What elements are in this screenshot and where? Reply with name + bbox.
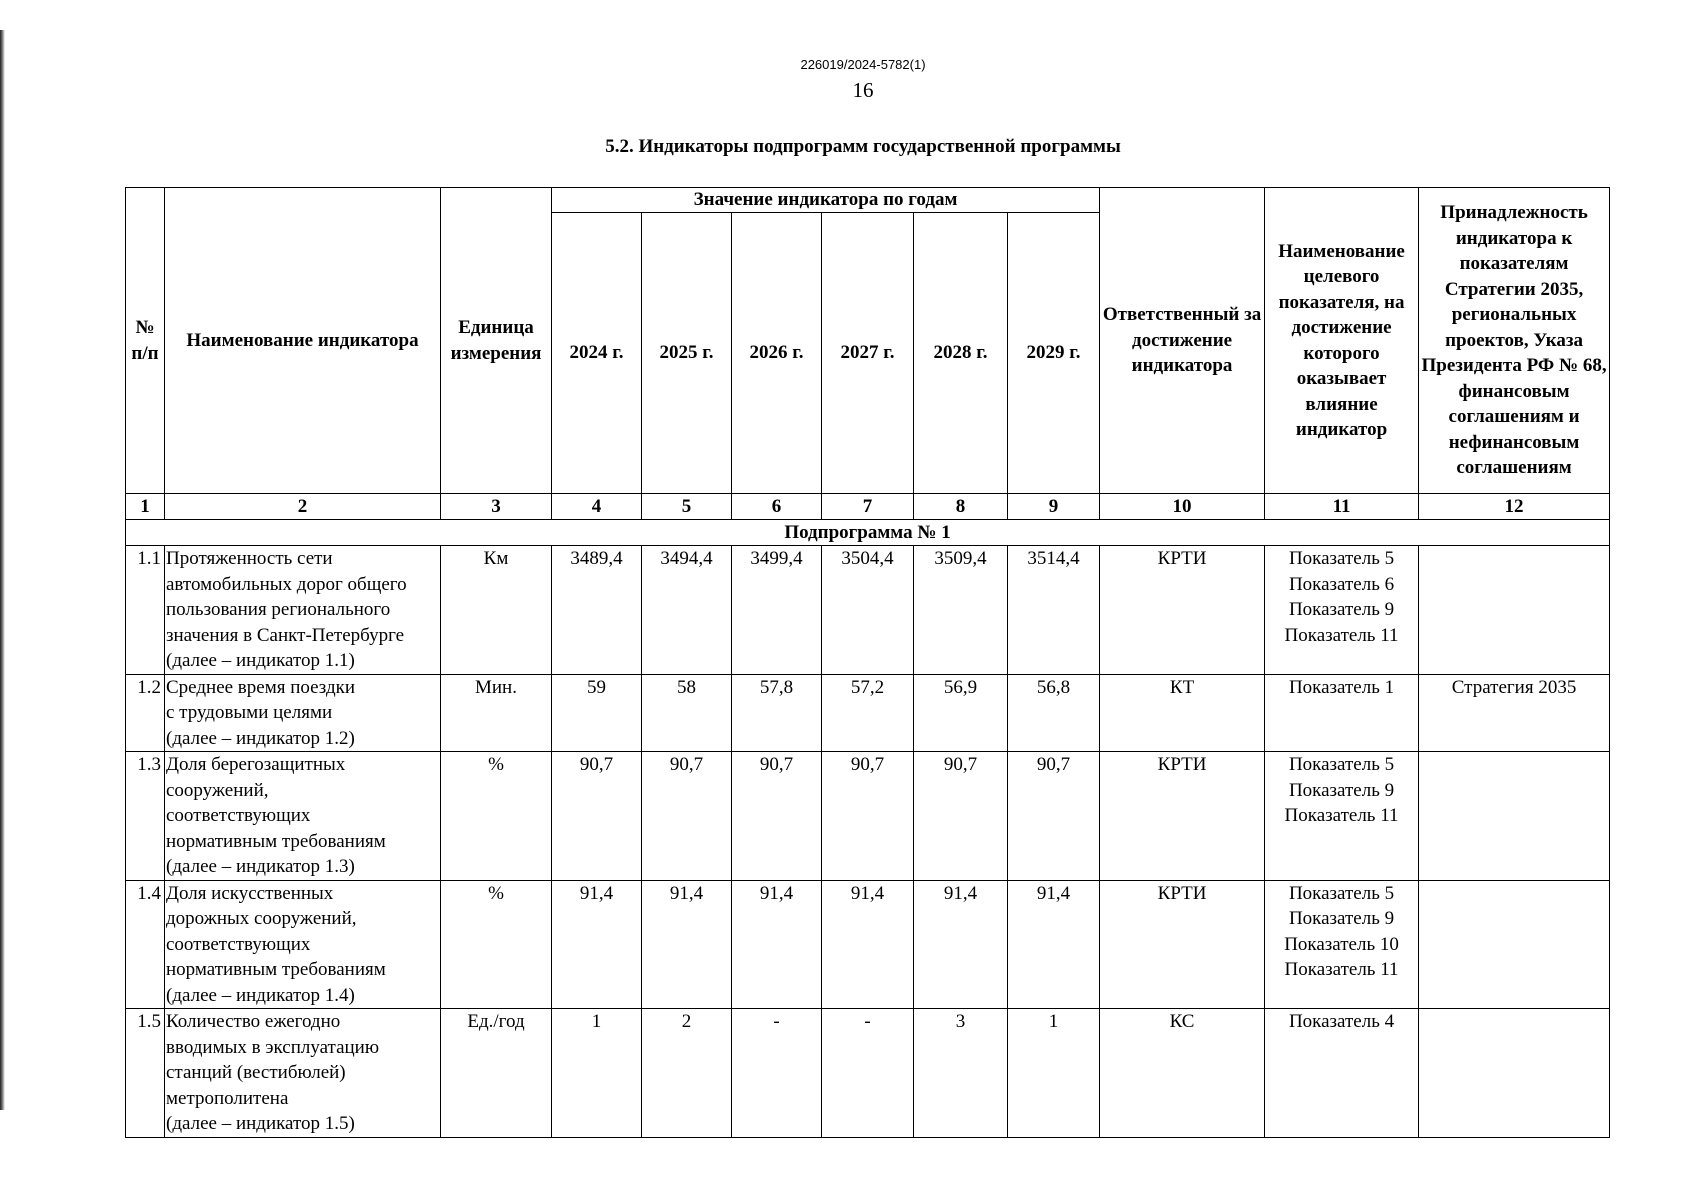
header-year: 2024 г.: [552, 213, 642, 494]
indicator-name-line: метрополитена: [166, 1087, 289, 1109]
belonging-cell: [1419, 546, 1610, 675]
responsible-cell: КС: [1100, 1009, 1265, 1138]
indicator-name-line: (далее – индикатор 1.5): [166, 1113, 355, 1134]
unit-cell: %: [441, 752, 552, 881]
unit-cell: Км: [441, 546, 552, 675]
target-indicators: [1265, 1009, 1419, 1138]
indicator-name-line: нормативным требованиям: [166, 959, 386, 980]
header-unit: Единица измерения: [441, 188, 552, 494]
indicator-name-line: вводимых в эксплуатацию: [166, 1036, 380, 1058]
belonging-cell: [1419, 752, 1610, 881]
year-value: 2: [642, 1009, 732, 1138]
year-value: 90,7: [914, 752, 1008, 881]
year-value: 3494,4: [642, 546, 732, 675]
header-year: 2027 г.: [822, 213, 914, 494]
header-year: 2025 г.: [642, 213, 732, 494]
responsible-cell: КРТИ: [1100, 546, 1265, 675]
row-number: 1.5: [126, 1009, 165, 1138]
indicator-name-line: соответствующих: [166, 933, 311, 955]
subprogram-row: [126, 520, 1610, 546]
year-value: -: [822, 1009, 914, 1138]
target-indicators: [1265, 546, 1419, 675]
indicator-name: [165, 880, 441, 1009]
indicator-name: [165, 1009, 441, 1138]
year-value: 91,4: [552, 880, 642, 1009]
column-number: 3: [441, 494, 552, 520]
header-name: Наименование индикатора: [165, 188, 441, 494]
target-indicator-line: Показатель 1: [1288, 676, 1395, 698]
year-value: 91,4: [642, 880, 732, 1009]
year-value: 90,7: [552, 752, 642, 881]
header-year: 2028 г.: [914, 213, 1008, 494]
row-number: 1.2: [126, 674, 165, 752]
subprogram-title: Подпрограмма № 1: [126, 520, 1610, 546]
column-number: 5: [642, 494, 732, 520]
year-value: 90,7: [822, 752, 914, 881]
indicator-name-line: Доля берегозащитных: [166, 754, 346, 775]
indicator-name-line: Доля искусственных: [166, 882, 334, 904]
target-indicator-line: Показатель 5: [1288, 548, 1395, 569]
responsible-cell: КРТИ: [1100, 880, 1265, 1009]
target-indicators: [1265, 752, 1419, 881]
year-value: 59: [552, 674, 642, 752]
table-row: [126, 546, 1610, 675]
indicator-name: [165, 546, 441, 675]
indicator-name-line: пользования регионального: [166, 599, 391, 620]
column-number: 10: [1100, 494, 1265, 520]
indicator-name-line: Среднее время поездки: [166, 676, 356, 698]
year-value: 57,8: [732, 674, 822, 752]
year-value: 3489,4: [552, 546, 642, 675]
header-num: № п/п: [126, 188, 165, 494]
target-indicator-line: Показатель 11: [1284, 805, 1399, 826]
indicator-name-line: (далее – индикатор 1.1): [166, 650, 355, 671]
header-target: Наименование целевого показателя, на достижение которого оказывает влияние индикатор: [1265, 188, 1419, 494]
responsible-cell: КРТИ: [1100, 752, 1265, 881]
indicator-name-line: автомобильных дорог общего: [166, 573, 407, 595]
target-indicators: [1265, 880, 1419, 1009]
table-row: [126, 1009, 1610, 1138]
indicator-name-line: сооружений,: [166, 779, 269, 801]
year-value: 3499,4: [732, 546, 822, 675]
responsible-cell: КТ: [1100, 674, 1265, 752]
row-number: 1.3: [126, 752, 165, 881]
year-value: 58: [642, 674, 732, 752]
header-responsible: Ответственный за достижение индикатора: [1100, 188, 1265, 494]
year-value: -: [732, 1009, 822, 1138]
column-numbers-row: [126, 494, 1610, 520]
header-years-group: Значение индикатора по годам: [552, 188, 1100, 213]
column-number: 4: [552, 494, 642, 520]
year-value: 91,4: [822, 880, 914, 1009]
indicator-name-line: Количество ежегодно: [166, 1011, 341, 1032]
indicator-name: [165, 674, 441, 752]
page-number: 16: [852, 78, 874, 102]
target-indicator-line: Показатель 5: [1288, 754, 1395, 775]
year-value: 3504,4: [822, 546, 914, 675]
year-value: 3514,4: [1008, 546, 1100, 675]
year-value: 3: [914, 1009, 1008, 1138]
header-year: 2026 г.: [732, 213, 822, 494]
row-number: 1.1: [126, 546, 165, 675]
target-indicator-line: Показатель 9: [1288, 779, 1395, 801]
section-heading: 5.2. Индикаторы подпрограмм государственной программы: [605, 136, 1121, 157]
column-number: 11: [1265, 494, 1419, 520]
column-number: 7: [822, 494, 914, 520]
target-indicator-line: Показатель 11: [1284, 624, 1399, 646]
indicator-name-line: дорожных сооружений,: [166, 908, 357, 929]
target-indicators: [1265, 674, 1419, 752]
year-value: 90,7: [1008, 752, 1100, 881]
target-indicator-line: Показатель 9: [1288, 599, 1395, 620]
unit-cell: Мин.: [441, 674, 552, 752]
belonging-cell: [1419, 880, 1610, 1009]
indicator-name-line: (далее – индикатор 1.4): [166, 984, 355, 1006]
indicator-name-line: станций (вестибюлей): [166, 1062, 346, 1083]
column-number: 6: [732, 494, 822, 520]
year-value: 90,7: [642, 752, 732, 881]
year-value: 1: [1008, 1009, 1100, 1138]
year-value: 91,4: [1008, 880, 1100, 1009]
indicator-name-line: (далее – индикатор 1.2): [166, 727, 355, 749]
year-value: 90,7: [732, 752, 822, 881]
year-value: 1: [552, 1009, 642, 1138]
target-indicator-line: Показатель 5: [1288, 882, 1395, 904]
header-belonging: Принадлежность индикатора к показателям Стратегии 2035, региональных проектов, Указа Президента РФ № 68, финансовым соглашениям и нефинансовым соглашениям: [1419, 188, 1610, 494]
year-value: 91,4: [732, 880, 822, 1009]
target-indicator-line: Показатель 10: [1284, 933, 1399, 955]
year-value: 3509,4: [914, 546, 1008, 675]
target-indicator-line: Показатель 11: [1284, 959, 1399, 980]
year-value: 91,4: [914, 880, 1008, 1009]
belonging-cell: Стратегия 2035: [1419, 674, 1610, 752]
unit-cell: Ед./год: [441, 1009, 552, 1138]
unit-cell: %: [441, 880, 552, 1009]
column-number: 1: [126, 494, 165, 520]
belonging-cell: [1419, 1009, 1610, 1138]
document-id: 226019/2024-5782(1): [800, 57, 926, 72]
column-number: 8: [914, 494, 1008, 520]
indicator-name-line: нормативным требованиям: [166, 830, 386, 852]
indicator-name-line: соответствующих: [166, 805, 311, 826]
indicator-name-line: (далее – индикатор 1.3): [166, 856, 355, 877]
table-row: [126, 880, 1610, 1009]
indicator-name-line: с трудовыми целями: [166, 702, 333, 723]
target-indicator-line: Показатель 4: [1288, 1011, 1395, 1032]
column-number: 9: [1008, 494, 1100, 520]
year-value: 57,2: [822, 674, 914, 752]
column-number: 12: [1419, 494, 1610, 520]
scan-edge: [0, 30, 5, 1110]
target-indicator-line: Показатель 6: [1288, 573, 1395, 595]
indicator-name-line: Протяженность сети: [166, 548, 333, 569]
table-row: [126, 752, 1610, 881]
indicator-name: [165, 752, 441, 881]
header-year: 2029 г.: [1008, 213, 1100, 494]
year-value: 56,9: [914, 674, 1008, 752]
year-value: 56,8: [1008, 674, 1100, 752]
target-indicator-line: Показатель 9: [1288, 908, 1395, 929]
indicators-table: [125, 187, 1610, 1138]
table-row: [126, 674, 1610, 752]
row-number: 1.4: [126, 880, 165, 1009]
indicator-name-line: значения в Санкт-Петербурге: [166, 624, 405, 646]
column-number: 2: [165, 494, 441, 520]
